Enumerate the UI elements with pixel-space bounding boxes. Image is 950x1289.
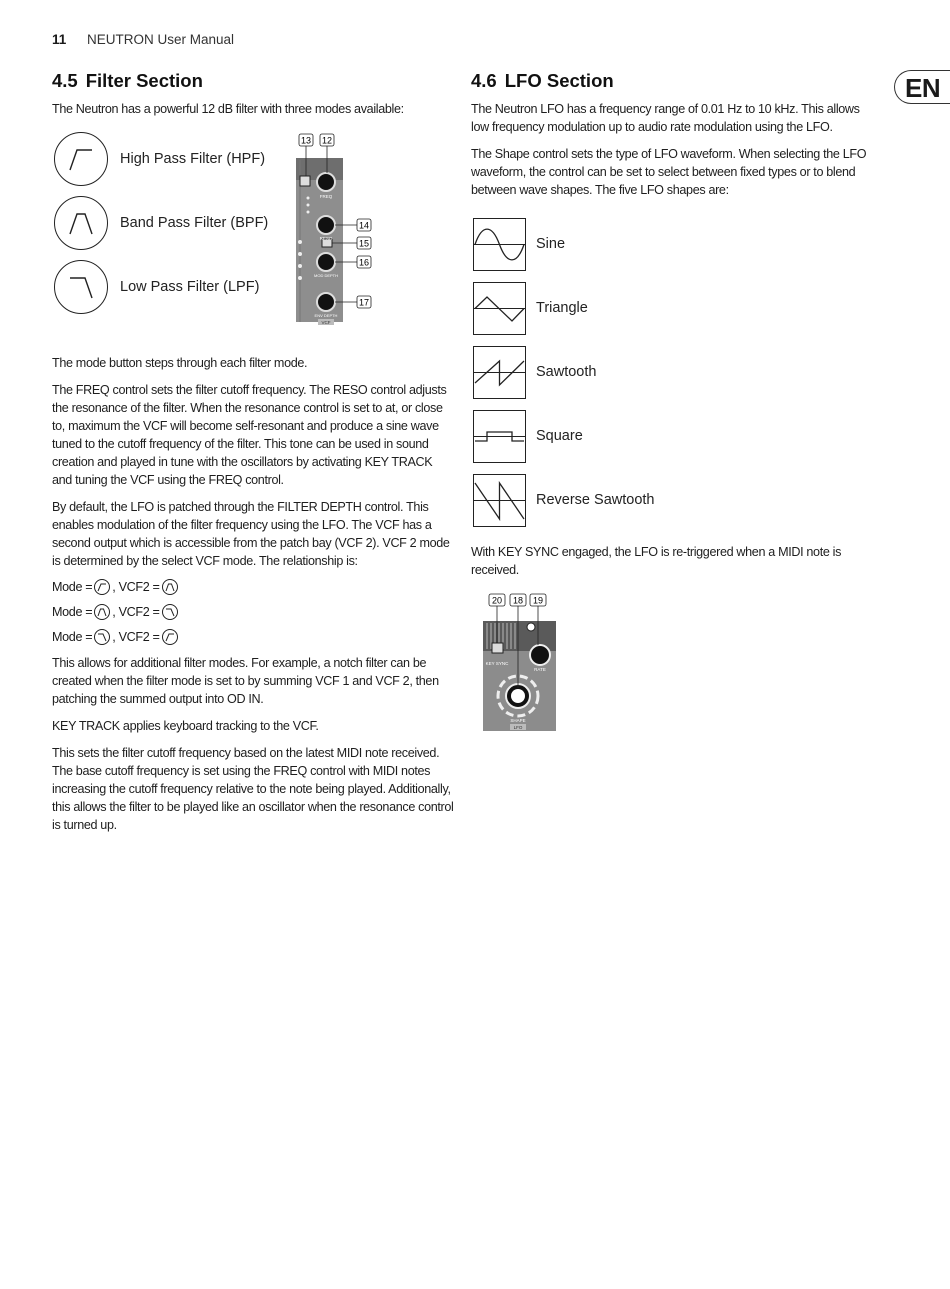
filter-intro: The Neutron has a powerful 12 dB filter with three modes available: xyxy=(52,102,404,116)
shape-row-sine xyxy=(473,217,871,271)
para-lfo-patch: By default, the LFO is patched through the FILTER DEPTH control. This enables modulation of the filter frequency using the LFO. The VCF has a second output which is accessible from the patch bay (VCF 2). VCF 2 mode is determined by the select VCF mode. The relationship is: xyxy=(52,500,450,568)
para-cutoff-tracking: This sets the filter cutoff frequency based on the latest MIDI note received. The base cutoff frequency is set using the FREQ control with MIDI notes increasing the cutoff frequency relative to the note being played. Additionally, this allows the filter to be played like an oscillator when the resonance control is turned up. xyxy=(52,746,454,832)
lpf-icon xyxy=(94,629,110,645)
filter-modes-figure xyxy=(52,132,454,342)
shape-label: Square xyxy=(536,428,583,444)
shape-label: Reverse Sawtooth xyxy=(536,492,655,508)
panel-label-reso: RESO xyxy=(319,236,333,241)
callout-19: 19 xyxy=(532,595,544,606)
bpf-icon xyxy=(162,579,178,595)
lpf-icon xyxy=(54,260,108,314)
page-number: 11 xyxy=(52,32,67,47)
section-title: Filter Section xyxy=(85,70,203,91)
lfo-shapes-list xyxy=(473,217,871,527)
language-tab: EN xyxy=(894,70,950,104)
mode-label-lpf: Low Pass Filter (LPF) xyxy=(120,279,260,295)
hpf-icon xyxy=(54,132,108,186)
panel-label-env-depth: ENV DEPTH xyxy=(314,313,338,318)
filter-section xyxy=(52,70,454,843)
section-number: 4.5 xyxy=(52,70,78,91)
sine-wave-icon xyxy=(473,218,526,271)
manual-title: NEUTRON User Manual xyxy=(87,32,235,47)
callout-17: 17 xyxy=(358,297,370,308)
para-key-sync: With KEY SYNC engaged, the LFO is re-triggered when a MIDI note is received. xyxy=(471,545,842,577)
mode-row-bpf xyxy=(54,196,268,250)
callout-12: 12 xyxy=(321,135,333,146)
panel-label-lfo: LFO xyxy=(513,725,523,730)
section-title: LFO Section xyxy=(504,70,614,91)
relation-vcf2-label: , VCF2 = xyxy=(112,605,160,619)
shape-label: Sine xyxy=(536,236,566,252)
relation-row-2 xyxy=(52,604,454,620)
relation-vcf2-label: , VCF2 = xyxy=(112,630,160,644)
para-freq-control: The FREQ control sets the filter cutoff frequency. The RESO control adjusts the resonance of the filter. When the resonance control is set to at, or close to, maximum the VCF will become self-resonant and produce a sine wave tuned to the cutoff frequency of the filter. This tone can be used in sound creation and played in tune with the oscillators by activating KEY TRACK and tuning the VCF using the FREQ control. xyxy=(52,383,447,487)
shape-row-reverse-sawtooth xyxy=(473,473,871,527)
para-mode-button: The mode button steps through each filter mode. xyxy=(52,356,308,370)
panel-label-mod-depth: MOD DEPTH xyxy=(314,273,338,278)
filter-section-heading xyxy=(52,70,454,92)
relation-vcf2-label: , VCF2 = xyxy=(112,580,160,594)
mode-label-bpf: Band Pass Filter (BPF) xyxy=(120,215,269,231)
lfo-section xyxy=(471,70,871,743)
mode-row-lpf xyxy=(54,260,259,314)
para-key-track: KEY TRACK applies keyboard tracking to the VCF. xyxy=(52,719,319,733)
panel-label-vcf: VCF xyxy=(321,320,331,325)
shape-label: Sawtooth xyxy=(536,364,597,380)
relation-mode-label: Mode = xyxy=(52,580,93,594)
relation-row-3 xyxy=(52,629,454,645)
reverse-sawtooth-wave-icon xyxy=(473,474,526,527)
relation-mode-label: Mode = xyxy=(52,605,93,619)
shape-label: Triangle xyxy=(536,300,588,316)
callout-14: 14 xyxy=(358,220,370,231)
shape-row-square xyxy=(473,409,871,463)
para-notch-filter: This allows for additional filter modes. For example, a notch filter can be created when the filter mode is set to by summing VCF 1 and VCF 2, then patching the summed output into OD IN. xyxy=(52,656,439,706)
callout-13: 13 xyxy=(300,135,312,146)
relation-mode-label: Mode = xyxy=(52,630,93,644)
relation-row-1 xyxy=(52,579,454,595)
callout-16: 16 xyxy=(358,257,370,268)
hpf-icon xyxy=(94,579,110,595)
callout-20: 20 xyxy=(491,595,503,606)
mode-label-hpf: High Pass Filter (HPF) xyxy=(120,151,266,167)
square-wave-icon xyxy=(473,410,526,463)
lpf-icon xyxy=(162,604,178,620)
hpf-icon xyxy=(162,629,178,645)
vcf-panel-illustration xyxy=(296,132,386,332)
triangle-wave-icon xyxy=(473,282,526,335)
panel-label-key-sync: KEY SYNC xyxy=(485,661,509,666)
shape-row-sawtooth xyxy=(473,345,871,399)
mode-row-hpf xyxy=(54,132,265,186)
panel-label-shape: SHAPE xyxy=(510,718,526,723)
panel-label-rate: RATE xyxy=(534,667,546,672)
shape-row-triangle xyxy=(473,281,871,335)
callout-18: 18 xyxy=(512,595,524,606)
lfo-panel-illustration xyxy=(481,593,561,743)
bpf-icon xyxy=(94,604,110,620)
para-lfo-range: The Neutron LFO has a frequency range of 0.01 Hz to 10 kHz. This allows low frequency modulation up to audio rate modulation using the LFO. xyxy=(471,102,860,134)
para-lfo-shape: The Shape control sets the type of LFO waveform. When selecting the LFO waveform, the control can be set to select between fixed types or to blend between wave shapes. The five LFO shapes are: xyxy=(471,147,867,197)
sawtooth-wave-icon xyxy=(473,346,526,399)
section-number: 4.6 xyxy=(471,70,497,91)
bpf-icon xyxy=(54,196,108,250)
callout-15: 15 xyxy=(358,238,370,249)
lfo-section-heading xyxy=(471,70,871,92)
panel-label-freq: FREQ xyxy=(319,194,333,199)
